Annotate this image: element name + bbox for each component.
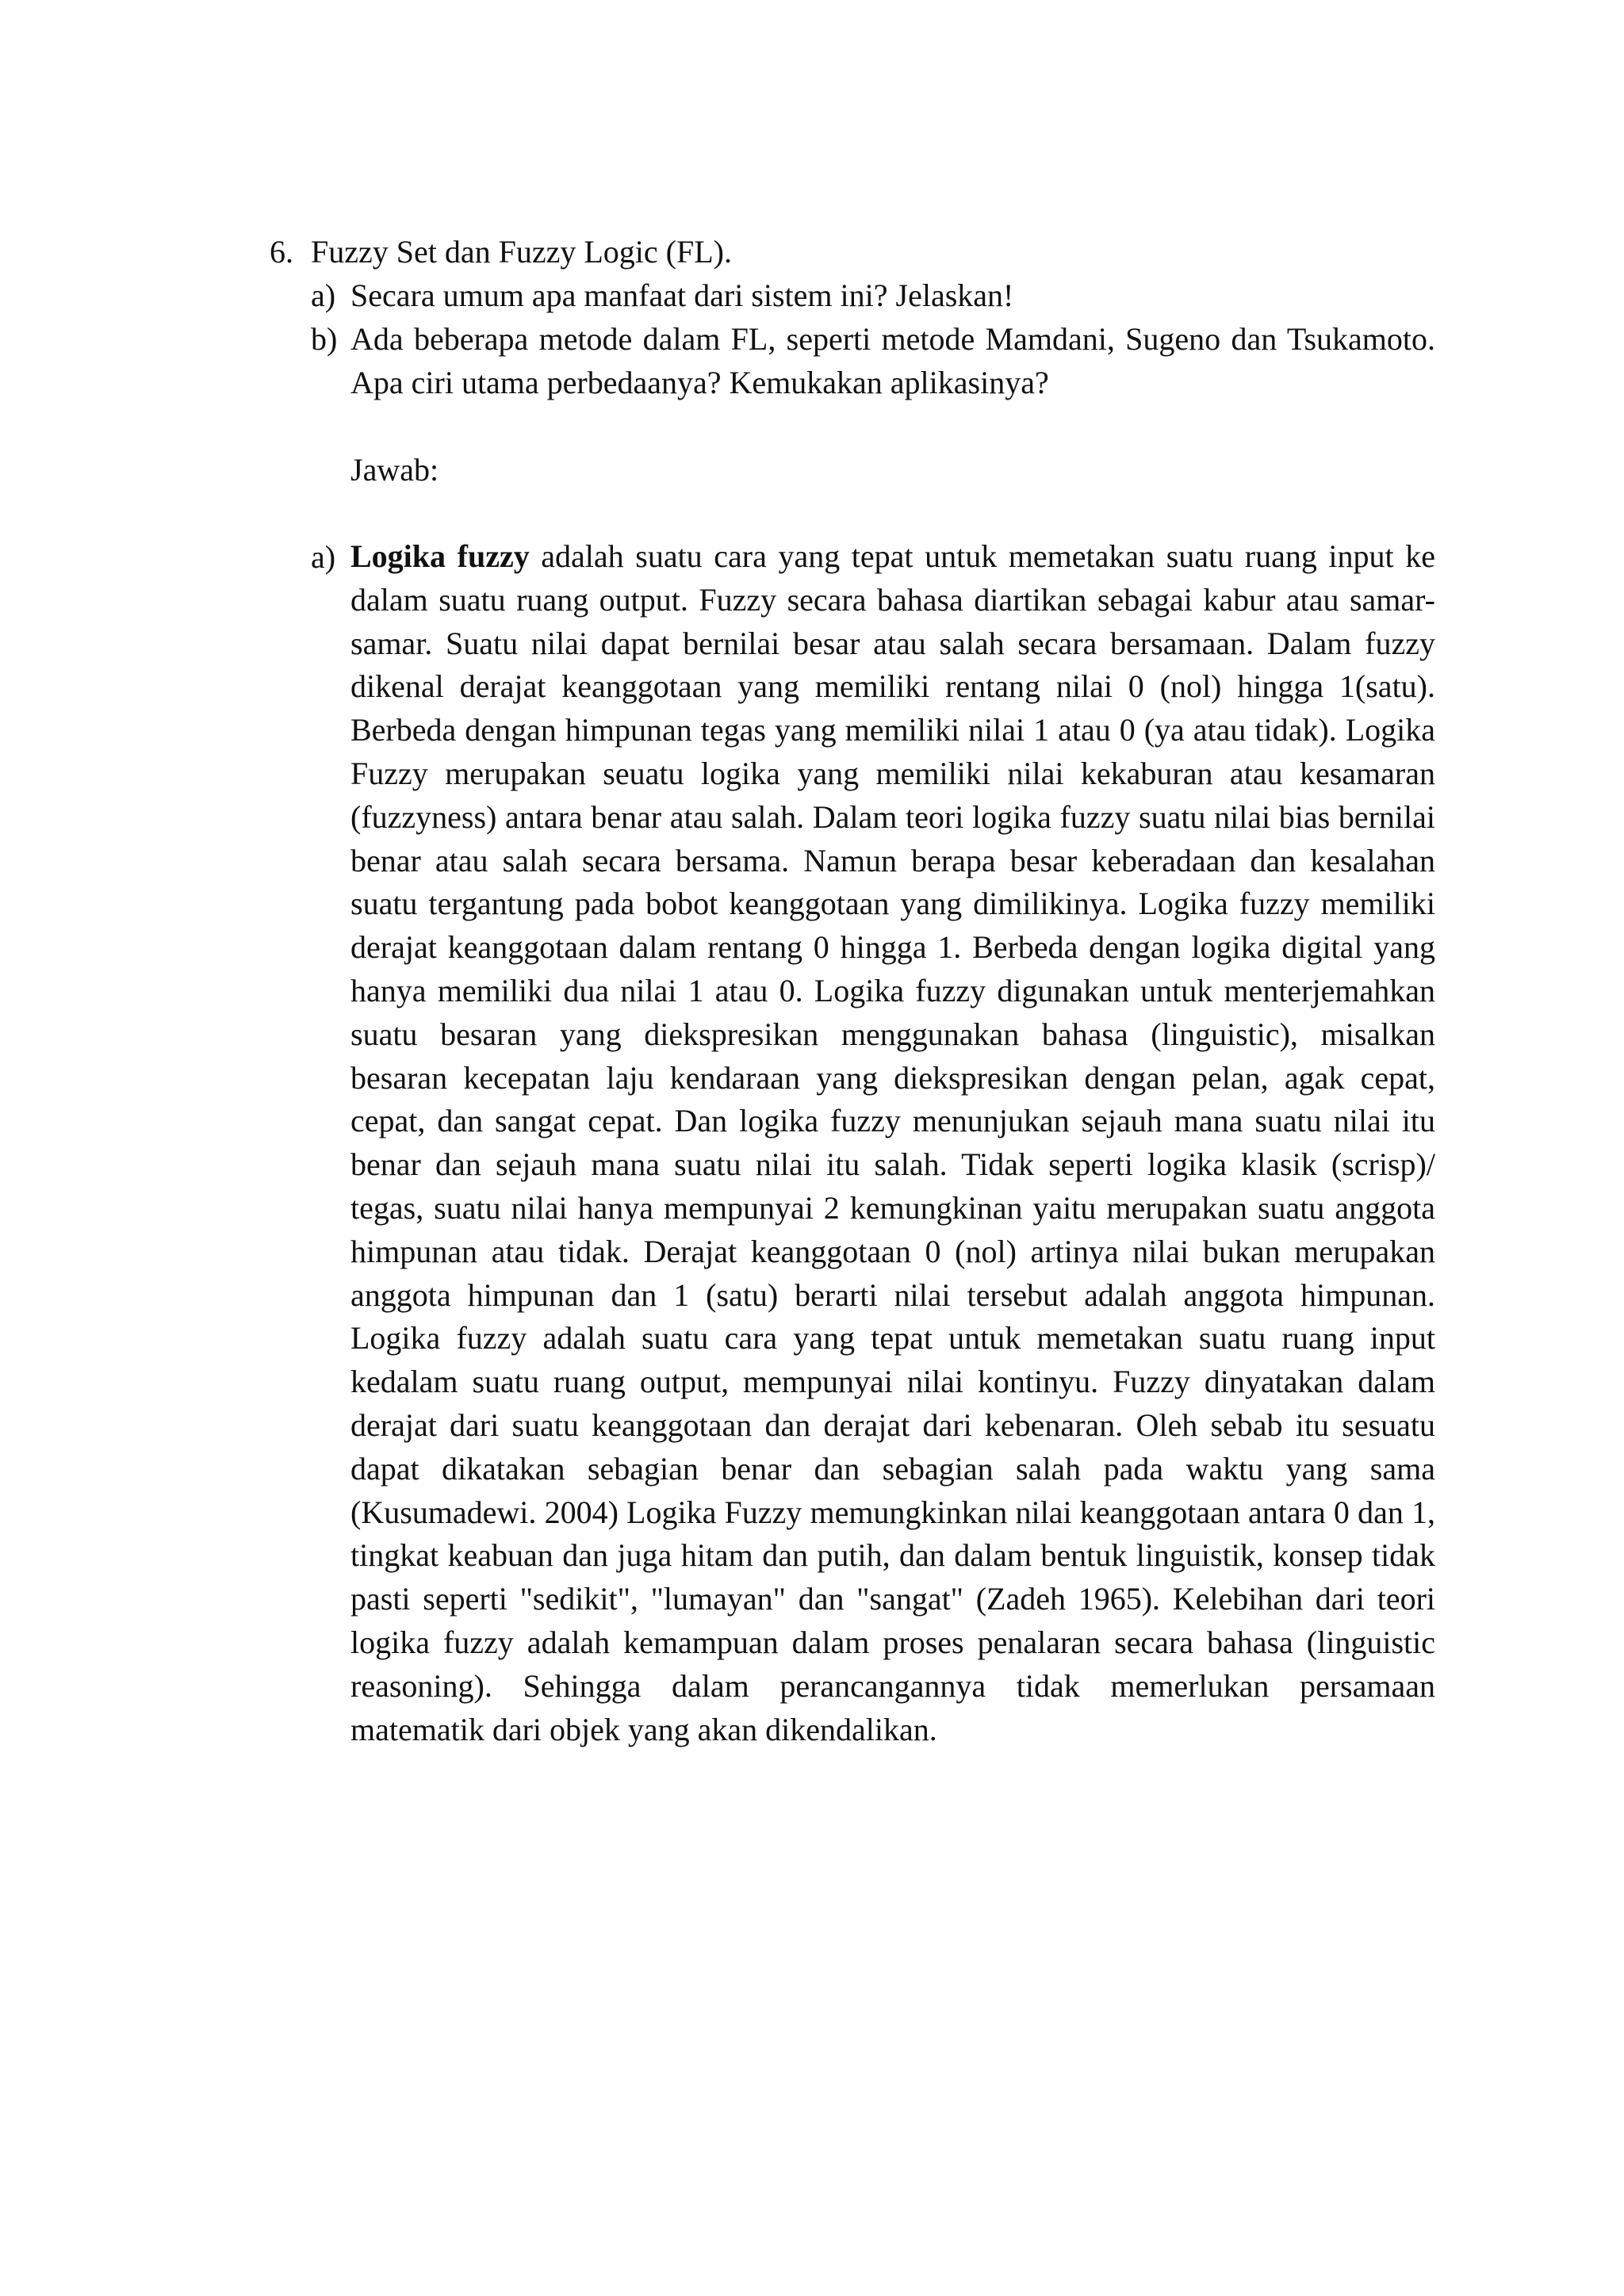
question-item-label: b) bbox=[311, 321, 338, 357]
answer-body-text: adalah suatu cara yang tepat untuk memetakan suatu ruang input ke dalam suatu ruang output. Fuzzy secara bahasa diartikan sebagai kabur atau samar-samar. Suatu nilai dapat bernilai besar atau salah secara bersamaan. Dalam fuzzy dikenal derajat keanggotaan yang memiliki rentang nilai 0 (nol) hingga 1(satu). Berbeda dengan himpunan tegas yang memiliki nilai 1 atau 0 (ya atau tidak). Logika Fuzzy merupakan seuatu logika yang memiliki nilai kekaburan atau kesamaran (fuzzyness) antara benar atau salah. Dalam teori logika fuzzy suatu nilai bias bernilai benar atau salah secara bersama. Namun berapa besar keberadaan dan kesalahan suatu tergantung pada bobot keanggotaan yang dimilikinya. Logika fuzzy memiliki derajat keanggotaan dalam rentang 0 hingga 1. Berbeda dengan logika digital yang hanya memiliki dua nilai 1 atau 0. Logika fuzzy digunakan untuk menterjemahkan suatu besaran yang diekspresikan menggunakan bahasa (linguistic), misalkan besaran kecepatan laju kendaraan yang diekspresikan dengan pelan, agak cepat, cepat, dan sangat cepat. Dan logika fuzzy menunjukan sejauh mana suatu nilai itu benar dan sejauh mana suatu nilai itu salah. Tidak seperti logika klasik (scrisp)/ tegas, suatu nilai hanya mempunyai 2 kemungkinan yaitu merupakan suatu anggota himpunan atau tidak. Derajat keanggotaan 0 (nol) artinya nilai bukan merupakan anggota himpunan dan 1 (satu) berarti nilai tersebut adalah anggota himpunan. Logika fuzzy adalah suatu cara yang tepat untuk memetakan suatu ruang input kedalam suatu ruang output, mempunyai nilai kontinyu. Fuzzy dinyatakan dalam derajat dari suatu keanggotaan dan derajat dari kebenaran. Oleh sebab itu sesuatu dapat dikatakan sebagian benar dan sebagian salah pada waktu yang sama (Kusumadewi. 2004) Logika Fuzzy memungkinkan nilai keanggotaan antara 0 dan 1, tingkat keabuan dan juga hitam dan putih, dan dalam bentuk linguistik, konsep tidak pasti seperti "sedikit", "lumayan" dan "sangat" (Zadeh 1965). Kelebihan dari teori logika fuzzy adalah kemampuan dalam proses penalaran secara bahasa (linguistic reasoning). Sehingga dalam perancangannya tidak memerlukan persamaan matematik dari objek yang akan dikendalikan. bbox=[350, 538, 1435, 1747]
answer-bold-term: Logika fuzzy bbox=[350, 538, 530, 574]
answer-item-label: a) bbox=[311, 539, 336, 575]
answer-heading: Jawab: bbox=[350, 452, 439, 488]
question-number: 6. bbox=[270, 234, 293, 270]
question-item-a bbox=[311, 274, 1435, 317]
question-item-label: a) bbox=[311, 277, 336, 313]
answer-item-a bbox=[311, 535, 1435, 1751]
question-item-text: Ada beberapa metode dalam FL, seperti metode Mamdani, Sugeno dan Tsukamoto. Apa ciri utama perbedaanya? Kemukakan aplikasinya? bbox=[350, 321, 1435, 400]
question-item-text: Secara umum apa manfaat dari sistem ini? Jelaskan! bbox=[350, 277, 1014, 313]
question-item-b bbox=[311, 317, 1435, 404]
answer-paragraph bbox=[350, 535, 1435, 1751]
question-title: Fuzzy Set dan Fuzzy Logic (FL). bbox=[311, 234, 732, 270]
document-content bbox=[270, 230, 1435, 1751]
question-heading bbox=[270, 230, 1435, 274]
